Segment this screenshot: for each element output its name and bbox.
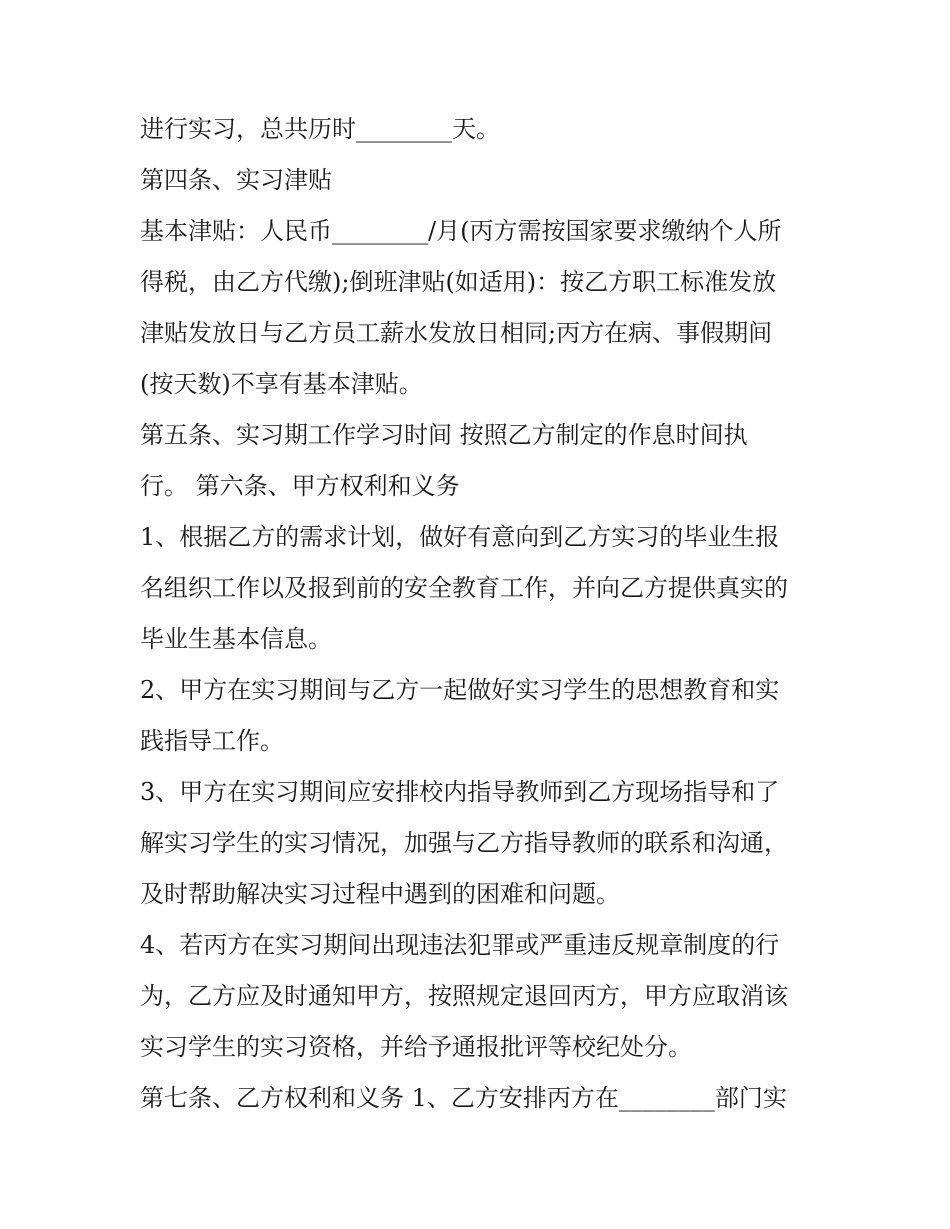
text-line: 践指导工作。	[140, 727, 284, 755]
text-line: 基本津贴：人民币________/月(丙方需按国家要求缴纳个人所	[140, 217, 782, 245]
text-line: (按天数)不享有基本津贴。	[140, 370, 423, 398]
text-line: 津贴发放日与乙方员工薪水发放日相同;丙方在病、事假期间	[140, 319, 773, 347]
text-line: 3、甲方在实习期间应安排校内指导教师到乙方现场指导和了	[140, 778, 780, 806]
text-line: 及时帮助解决实习过程中遇到的困难和问题。	[140, 880, 620, 908]
text-line: 实习学生的实习资格，并给予通报批评等校纪处分。	[140, 1033, 692, 1061]
text-line: 名组织工作以及报到前的安全教育工作，并向乙方提供真实的	[140, 574, 788, 602]
text-line: 1、根据乙方的需求计划，做好有意向到乙方实习的毕业生报	[140, 523, 780, 551]
text-line: 2、甲方在实习期间与乙方一起做好实习学生的思想教育和实	[140, 676, 780, 704]
document-body	[140, 104, 820, 1124]
text-line: 为，乙方应及时通知甲方，按照规定退回丙方，甲方应取消该	[140, 982, 788, 1010]
section-heading-article-5: 第五条、实习期工作学习时间 按照乙方制定的作息时间执	[140, 421, 748, 449]
text-line: 进行实习，总共历时________天。	[140, 115, 500, 143]
text-line: 解实习学生的实习情况，加强与乙方指导教师的联系和沟通，	[140, 829, 788, 857]
section-heading-article-6: 行。 第六条、甲方权利和义务	[140, 472, 460, 500]
text-line: 4、若丙方在实习期间出现违法犯罪或严重违反规章制度的行	[140, 931, 780, 959]
text-line: 得税，由乙方代缴);倒班津贴(如适用)：按乙方职工标准发放	[140, 268, 777, 296]
text-line: 毕业生基本信息。	[140, 625, 332, 653]
section-heading-article-4: 第四条、实习津贴	[140, 166, 332, 194]
section-heading-article-7: 第七条、乙方权利和义务 1、乙方安排丙方在________部门实	[140, 1084, 787, 1112]
